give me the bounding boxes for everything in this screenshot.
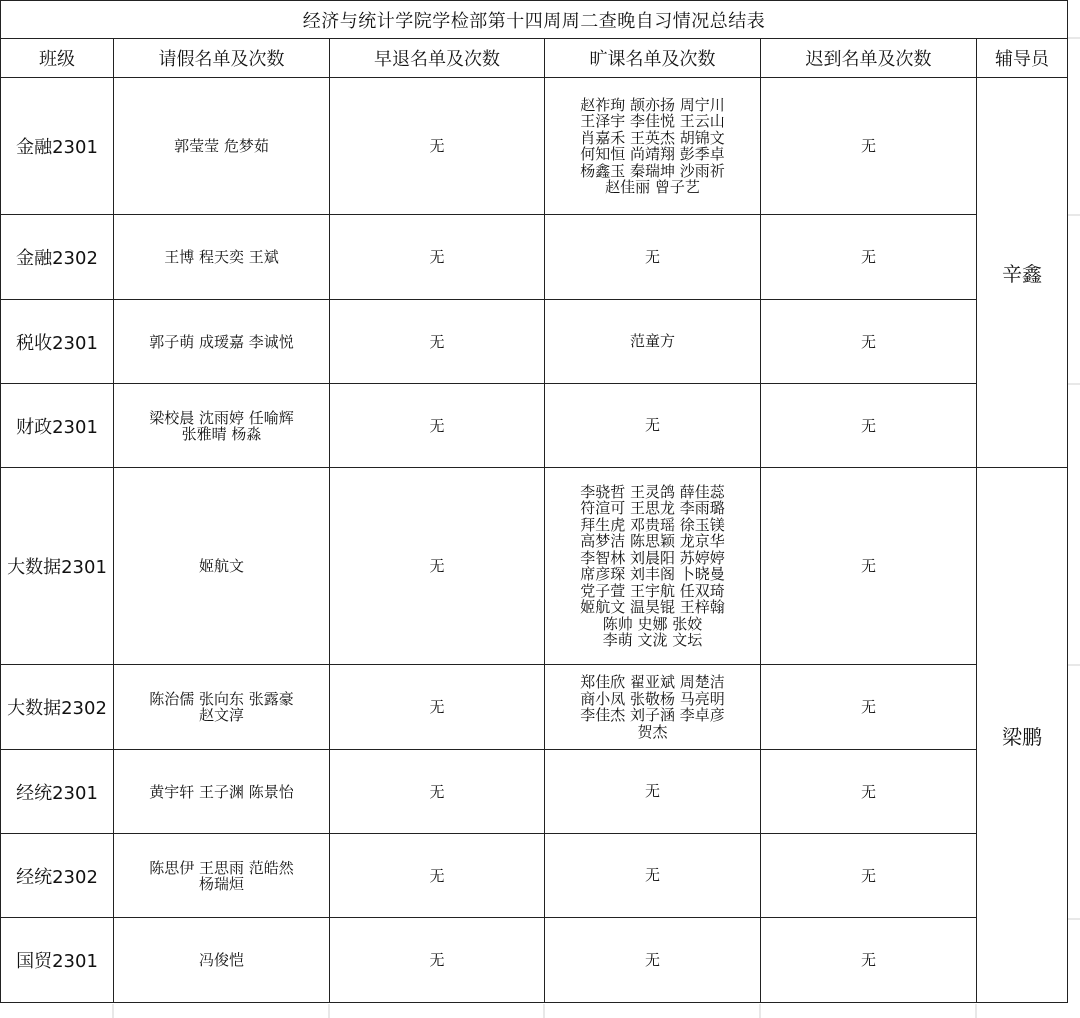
absent-list-cell-line: 无 <box>644 866 660 885</box>
leave-list-cell <box>114 300 330 384</box>
table-row <box>1 78 1068 215</box>
absent-list-cell-line: 赵佳丽 曾子艺 <box>605 178 700 196</box>
leave-list-cell <box>114 468 330 665</box>
title-row <box>1 1 1068 39</box>
leave-list-cell-line: 陈思伊 王思雨 范皓然 <box>149 858 294 877</box>
absent-list-cell-line: 王泽宇 李佳悦 王云山 <box>580 112 725 130</box>
absent-list-cell-line: 赵祚珣 颉亦扬 周宁川 <box>580 95 725 114</box>
absent-list-cell <box>545 918 761 1003</box>
leave-list-cell-line: 郭莹莹 危梦茹 <box>174 137 269 155</box>
class-name-cell: 金融2301 <box>1 78 114 215</box>
absent-list-cell <box>545 468 761 665</box>
class-name-cell: 大数据2301 <box>1 468 114 665</box>
late-cell: 无 <box>761 750 977 834</box>
late-cell: 无 <box>761 834 977 918</box>
table-title: 经济与统计学院学检部第十四周周二查晚自习情况总结表 <box>1 1 1068 39</box>
absent-list-cell-line: 何知恒 尚靖翔 彭季卓 <box>580 145 725 163</box>
class-name-cell: 国贸2301 <box>1 918 114 1003</box>
late-cell: 无 <box>761 468 977 665</box>
absent-list-cell <box>545 750 761 834</box>
late-cell: 无 <box>761 300 977 384</box>
leave-list-cell <box>114 384 330 468</box>
late-cell: 无 <box>761 215 977 300</box>
table-row <box>1 215 1068 300</box>
counselor-cell: 梁鹏 <box>977 468 1068 1003</box>
header-class: 班级 <box>1 39 114 78</box>
absent-list-cell-line: 无 <box>644 247 660 266</box>
absent-list-cell <box>545 300 761 384</box>
class-name-cell: 大数据2302 <box>1 665 114 750</box>
header-late: 迟到名单及次数 <box>761 39 977 78</box>
absent-list-cell-line: 商小凤 张敬杨 马亮明 <box>580 689 725 708</box>
leave-list-cell <box>114 78 330 215</box>
absent-list-cell <box>545 665 761 750</box>
table-row <box>1 468 1068 665</box>
table-row <box>1 384 1068 468</box>
early-leave-cell: 无 <box>330 215 545 300</box>
absent-list-cell <box>545 384 761 468</box>
leave-list-cell <box>114 665 330 750</box>
leave-list-cell-line: 姬航文 <box>198 557 244 575</box>
absent-list-cell-line: 李佳杰 刘子涵 李卓彦 <box>580 706 725 724</box>
early-leave-cell: 无 <box>330 834 545 918</box>
leave-list-cell-line: 黄宇轩 王子渊 陈景怡 <box>149 782 294 801</box>
class-name-cell: 经统2302 <box>1 834 114 918</box>
header-early-leave: 早退名单及次数 <box>330 39 545 78</box>
class-name-cell: 金融2302 <box>1 215 114 300</box>
late-cell: 无 <box>761 665 977 750</box>
early-leave-cell: 无 <box>330 665 545 750</box>
leave-list-cell-line: 赵文淳 <box>198 706 244 724</box>
leave-list-cell <box>114 918 330 1003</box>
table-row <box>1 918 1068 1003</box>
leave-list-cell <box>114 834 330 918</box>
early-leave-cell: 无 <box>330 750 545 834</box>
absent-list-cell-line: 高梦洁 陈思颖 龙京华 <box>580 532 725 550</box>
absent-list-cell-line: 拜生虎 邓贵瑶 徐玉镁 <box>580 515 725 534</box>
absent-list-cell-line: 陈帅 史娜 张姣 <box>602 614 703 633</box>
leave-list-cell-line: 梁校晨 沈雨婷 任喻辉 <box>149 408 294 427</box>
late-cell: 无 <box>761 918 977 1003</box>
absent-list-cell <box>545 215 761 300</box>
class-name-cell: 税收2301 <box>1 300 114 384</box>
absent-list-cell-line: 李萌 文泷 文坛 <box>602 631 703 649</box>
table-row <box>1 834 1068 918</box>
header-absent: 旷课名单及次数 <box>545 39 761 78</box>
absent-list-cell-line: 无 <box>644 782 660 801</box>
table-row <box>1 300 1068 384</box>
absent-list-cell-line: 郑佳欣 翟亚斌 周楚洁 <box>580 673 725 691</box>
early-leave-cell: 无 <box>330 78 545 215</box>
leave-list-cell-line: 郭子萌 成瑷嘉 李诚悦 <box>149 332 294 351</box>
table-row <box>1 665 1068 750</box>
header-counselor: 辅导员 <box>977 39 1068 78</box>
absent-list-cell-line: 范童方 <box>629 332 675 351</box>
absent-list-cell-line: 杨鑫玉 秦瑞坤 沙雨祈 <box>580 161 725 180</box>
early-leave-cell: 无 <box>330 300 545 384</box>
leave-list-cell-line: 杨瑞烜 <box>198 874 244 893</box>
late-cell: 无 <box>761 78 977 215</box>
leave-list-cell-line: 王博 程天奕 王斌 <box>164 248 279 266</box>
early-leave-cell: 无 <box>330 384 545 468</box>
header-leave: 请假名单及次数 <box>114 39 330 78</box>
leave-list-cell <box>114 215 330 300</box>
absent-list-cell-line: 席彦琛 刘丰阁 卜晓曼 <box>580 565 725 583</box>
counselor-cell: 辛鑫 <box>977 78 1068 468</box>
absent-list-cell-line: 无 <box>644 950 660 969</box>
class-name-cell: 财政2301 <box>1 384 114 468</box>
absent-list-cell-line: 肖嘉禾 王英杰 胡锦文 <box>580 128 725 147</box>
absent-list-cell-line: 无 <box>644 416 660 435</box>
leave-list-cell-line: 陈治儒 张向东 张露豪 <box>149 690 294 708</box>
early-leave-cell: 无 <box>330 468 545 665</box>
absent-list-cell-line: 党子萱 王宇航 任双琦 <box>580 581 725 600</box>
class-name-cell: 经统2301 <box>1 750 114 834</box>
absent-list-cell-line: 李智林 刘晨阳 苏婷婷 <box>580 548 725 567</box>
leave-list-cell <box>114 750 330 834</box>
leave-list-cell-line: 张雅晴 杨淼 <box>181 424 262 443</box>
absent-list-cell-line: 李骁哲 王灵鸽 薛佳蕊 <box>580 482 725 501</box>
early-leave-cell: 无 <box>330 918 545 1003</box>
absent-list-cell-line: 贺杰 <box>637 722 668 741</box>
leave-list-cell-line: 冯俊恺 <box>198 951 244 969</box>
absent-list-cell-line: 符渲可 王思龙 李雨璐 <box>580 499 725 517</box>
table-row <box>1 750 1068 834</box>
absent-list-cell-line: 姬航文 温昊锟 王梓翰 <box>580 598 725 616</box>
absent-list-cell <box>545 834 761 918</box>
header-row <box>1 39 1068 78</box>
absent-list-cell <box>545 78 761 215</box>
late-cell: 无 <box>761 384 977 468</box>
